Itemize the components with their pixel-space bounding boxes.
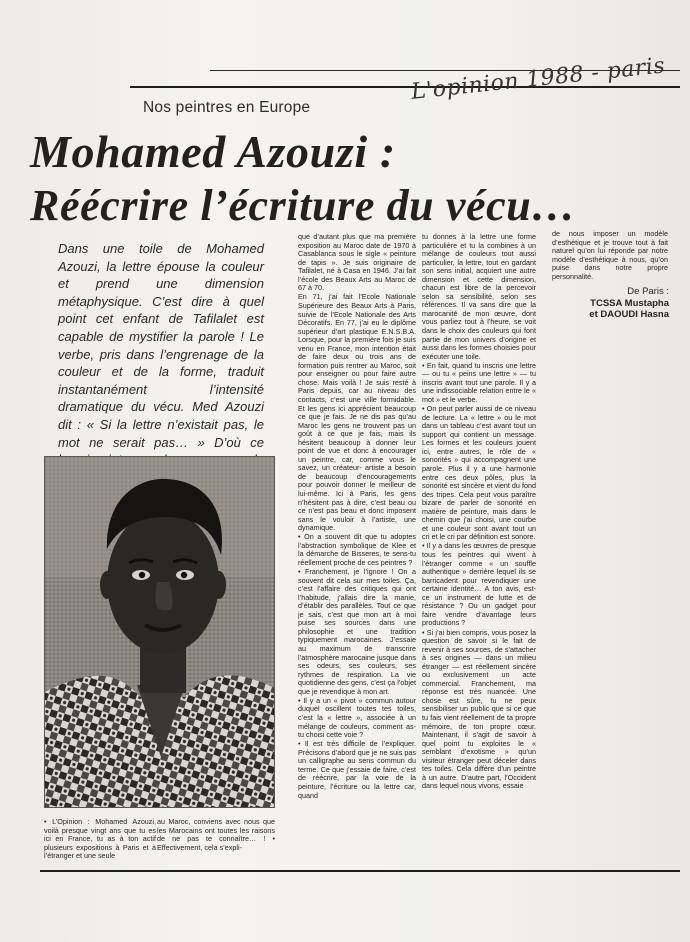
interview-paragraph: au Maroc, conviens avec nous que les Marocains ont toutes les raisons de ne pas te connaître… ! • Effectivement, cela s’expli- [157,818,275,852]
lead-paragraph: Dans une toile de Mohamed Azouzi, la lettre épouse la couleur et prend une dimension métaphysique. C’est dire à quel point cet enfant de Tafilalet est capable de mystifier la parole ! Le verbe, pris dans l’engrenage de la couleur et de la forme, traduit instantanément l’intensité dramatique du vécu. Med Azouzi dit : « Si la lettre n’existait pas, le mot ne serait pas… » D’où ce [58,241,264,450]
header-rule [130,86,680,88]
article-signature [585,286,669,321]
headline-line-1: Mohamed Azouzi : [30,126,396,177]
text-column-2 [422,233,536,873]
column-paragraph: • Il est très difficile de l’expliquer. Précisons d’abord que je ne suis pas un calligraphe au sens commun du terme. Ce que j’essaie de faire, c’est de réécrire, par la voie de la peinture, l’écriture ou la lettre car, quand [298,739,416,800]
column-paragraph: • En fait, quand tu inscris une lettre — ou tu « peins une lettre » — tu inscris avant tout une parole. Il y a une indissociable relation entre le « mot » et le verbe. [422,360,536,404]
column-paragraph: • Franchement, je l’ignore ! On a souvent dit cela sur mes toiles. Ça, c’est l’affaire des critiques qui ont l’habitude, j’allais dire la manie, d’établir des parallèles. Tout ce que je sais, c’est que mon art à moi puise ses sources dans une philosophie et une tradition typiquement marocaines. J’essaie au maximum de transcrire l’atmosphère marocaine jusque dans ses odeurs, ses couleurs, ses rythmes de respiration. La vie quotidienne des gens, c’est ça l’objet que je revendique à mon art. [298,567,416,696]
portrait-illustration [45,457,275,808]
photo-caption-question [44,818,156,868]
signature-author-2: et DAOUDI Hasna [589,309,669,320]
interview-question: • L’Opinion : Mohamed Azouzi, voilà presque vingt ans que tu es ici en France, tu as à ton actif plusieurs expositions à Paris et à l’étranger et une seule [44,818,156,861]
column-paragraph: En 71, j’ai fait l’Ecole Nationale Supérieure des Beaux Arts à Paris, suivie de l’Ecole Nationale des Arts Décoratifs. En 77, j’ai eu le diplôme supérieur d’art plastique E.N.S.B.A. Lorsque, pour la première fois je suis venu en France, mon intention était de faire deux ou trois ans de formation puis rentrer au Maroc, soit pour enseigner ou pour faire autre chose. Mais voilà ! Je suis resté à Paris depuis, car au niveau des contacts, c’est une ville formidable. Et les gens ici apprécient beaucoup ce que je fais. Je ne dis pas qu’au Maroc les gens ne trouvent pas un goût à ce que je fais, mais ils hésitent beaucoup à donner leur point de vue et donc à encourager un peintre, car, comme vous le savez, un créateur- artiste a besoin de beaucoup d’encouragements pour pouvoir donner le meilleur de lui-même. Ici à Paris, les gens n’hésitent pas à dire, c’est beau ou ce n’est pas beau et donc imposent sans le vouloir à l’artiste, une dynamique. [298,292,416,533]
handwritten-note: L'opinion 1988 - paris [410,53,667,105]
column-paragraph: • On peut parler aussi de ce niveau de lecture. La « lettre » ou le mot dans un tableau c’est avant tout un support qui contient un message. Les formes et les couleurs jouent ici, entre autres, le rôle de « sonorités » qui accompagnent une parole. Plus il y a une harmonie entre ces deux pôles, plus la sonorité est sincère et vient du fond des tripes. Cela peut vous paraître bizare de parler de sonorité en matière de peinture, mais dans le chemin que j’ai choisi, une courbe et une couleur sont avant tout un cri et le cri par définition est sonore. [422,404,536,542]
column-under-photo [157,818,275,868]
section-rubric: Nos peintres en Europe [143,99,311,116]
column-paragraph: • On a souvent dit que tu adoptes l’abstraction symbolique de Klee et la démarche de Bisseres, te sens-tu réellement proche de ces peintres ? [298,532,416,567]
text-column-3 [552,230,668,290]
column-paragraph: • Il y a dans les œuvres de presque tous les peintres qui vivent à l’étranger comme « un souffle authentique » derrière lequel ils se barricadent pour revendiquer une certaine identité… A ton avis, est-ce un instrument de lutte et de résistance ? Ou un gadget pour faire vendre d’avantage leurs productions ? [422,541,536,628]
footer-rule [40,870,680,872]
column-paragraph: • Il y a un « pivot » commun autour duquel oscillent toutes tes toiles, c’est la « lettre », associée à un mélange de couleurs, comment as-tu choisi cette voie ? [298,695,416,740]
portrait-photo [44,456,275,808]
column-paragraph: • Si j’ai bien compris, vous posez la question de savoir si le fait de revenir à ses sources, de s’attacher à ses origines — dans un milieu étranger — est réellement sincère ou exclusivement un acte commercial. Franchement, ma réponse est très nuancée. Une chose est sûre, tu ne peux sensibiliser un public que si ce que tu fais vient réellement de ta propre mémoire, de ton propre cœur. Maintenant, il s’agit de savoir à quel point tu exploites le « semblant d’exotisme » qu’un visiteur étranger peut déceler dans tes toiles. Cela diffère d’un peintre à un autre. D’autre part, l’Occident dans lequel nous vivons, essaie [422,627,536,791]
signature-place: De Paris : [627,286,669,297]
text-column-1 [298,233,416,851]
column-paragraph: de nous imposer un modèle d’esthétique et je trouve tout à fait naturel qu’on lui réponde par notre modèle d’esthétique à nous, qu’on puise dans notre propre personnalité. [552,230,668,281]
column-paragraph: tu donnes à la lettre une forme particulière et tu la combines à un mélange de couleurs tout aussi particulier, la lettre, tout en gardant son sens initial, acquiert une autre dimension et cette dimension, chacun est libre de la percevoir selon sa sensibilité, selon ses références. Il va sans dire que la marocanité de mon œuvre, dont vous parliez tout à l’heure, se voit dans le choix des couleurs qui font partie de mon univers d’origine et aussi dans les formes choisies pour exécuter une toile. [422,233,536,361]
signature-author-1: TCSSA Mustapha [590,297,669,309]
headline-line-2: Réécrire l’écriture du vécu… [30,181,576,230]
column-paragraph: que d’autant plus que ma première exposition au Maroc date de 1970 à Casablanca sous le sigle « peinture de tapis ». Je suis originaire de Tafilalet, né à Casa en 1946. J’ai fait l’école des Beaux Arts au Maroc de 67 à 70. [298,233,416,293]
